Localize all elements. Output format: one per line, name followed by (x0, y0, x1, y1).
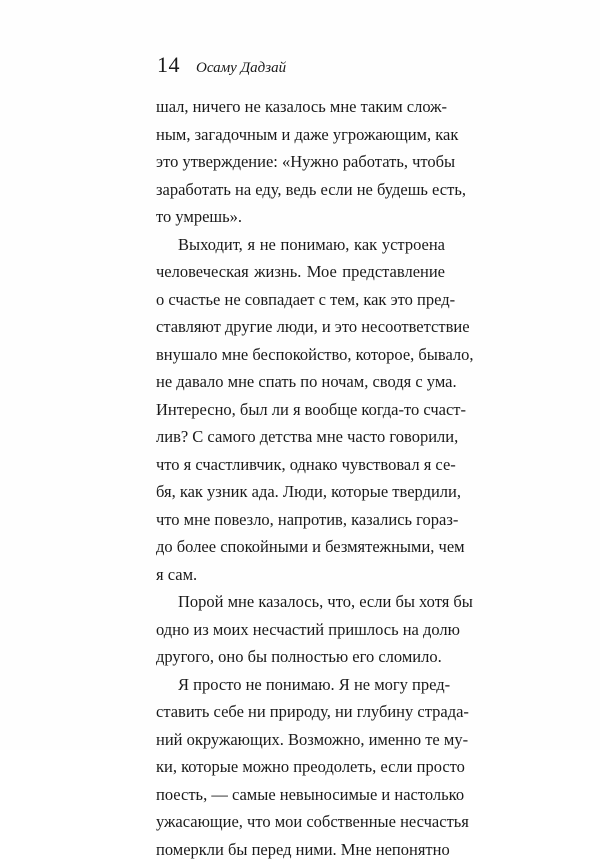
text-line: я сам. (156, 561, 445, 589)
text-line: одно из моих несчастий пришлось на долю (156, 616, 445, 644)
text-line: то умрешь». (156, 203, 445, 231)
text-line: померкли бы перед ними. Мне непонятно (156, 836, 445, 863)
text-line: ки, которые можно преодолеть, если просто (156, 753, 445, 781)
text-line: Порой мне казалось, что, если бы хотя бы (156, 588, 445, 616)
text-line: ным, загадочным и даже угрожающим, как (156, 121, 445, 149)
text-line: о счастье не совпадает с тем, как это пред- (156, 286, 445, 314)
text-line: ний окружающих. Возможно, именно те му- (156, 726, 445, 754)
text-line: внушало мне беспокойство, которое, бывало, (156, 341, 445, 369)
text-line: это утверждение: «Нужно работать, чтобы (156, 148, 445, 176)
text-line: бя, как узник ада. Люди, которые твердили, (156, 478, 445, 506)
text-line: заработать на еду, ведь если не будешь есть, (156, 176, 445, 204)
text-line: Интересно, был ли я вообще когда-то счаст- (156, 396, 445, 424)
text-line: лив? С самого детства мне часто говорили, (156, 423, 445, 451)
text-line: ужасающие, что мои собственные несчастья (156, 808, 445, 836)
text-line: что я счастливчик, однако чувствовал я се- (156, 451, 445, 479)
running-title-author: Осаму Дадзай (196, 60, 286, 76)
text-line: поесть, — самые невыносимые и настолько (156, 781, 445, 809)
text-line: ставляют другие люди, и это несоответствие (156, 313, 445, 341)
text-line: другого, оно бы полностью его сломило. (156, 643, 445, 671)
text-line: Я просто не понимаю. Я не могу пред- (156, 671, 445, 699)
body-text (156, 93, 445, 863)
running-header (157, 52, 457, 82)
text-line: шал, ничего не казалось мне таким слож- (156, 93, 445, 121)
text-line: человеческая жизнь. Мое представление (156, 258, 445, 286)
text-line: ставить себе ни природу, ни глубину страда- (156, 698, 445, 726)
text-line: Выходит, я не понимаю, как устроена (156, 231, 445, 259)
text-line: что мне повезло, напротив, казались гораз- (156, 506, 445, 534)
page-number: 14 (157, 52, 180, 77)
text-line: не давало мне спать по ночам, сводя с ума. (156, 368, 445, 396)
text-line: до более спокойными и безмятежными, чем (156, 533, 445, 561)
